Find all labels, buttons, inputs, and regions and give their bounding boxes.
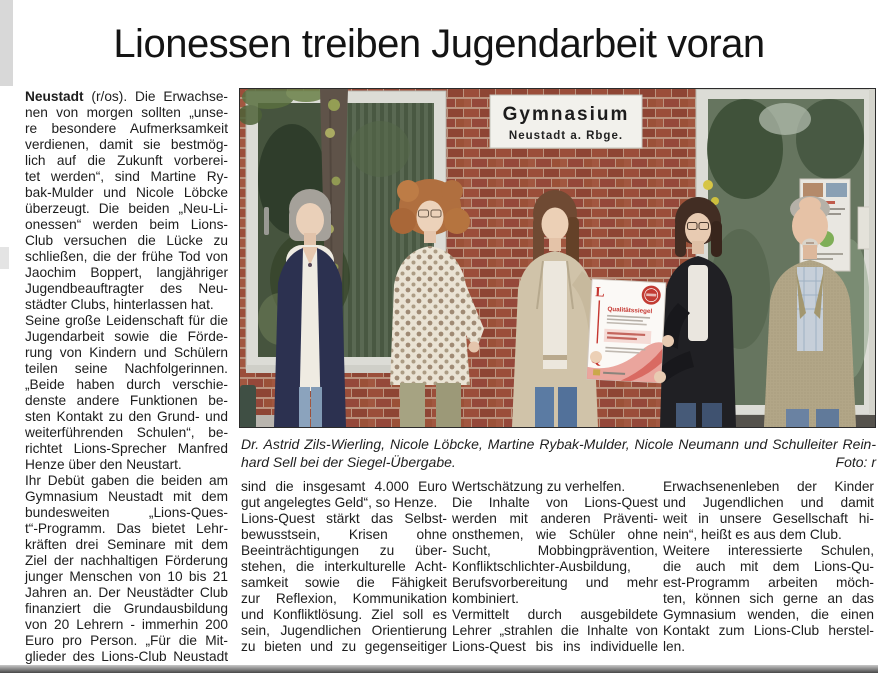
text-line: ten, können sich gerne an das bbox=[663, 591, 874, 606]
certificate-title: Qualitätssiegel bbox=[607, 305, 653, 316]
text-line: Vermittelt durch ausgebildete bbox=[452, 607, 658, 622]
text-line: est-Programm arbeiten möch- bbox=[663, 575, 874, 590]
article-column-1 bbox=[25, 89, 228, 665]
text-line: Ihr Debüt gaben die beiden am bbox=[25, 473, 228, 488]
certificate bbox=[587, 279, 666, 383]
text-line: werden mit anderen Präventi- bbox=[452, 511, 658, 526]
text-line: die auch mit dem Lions-Qu- bbox=[663, 559, 874, 574]
caption-line2: hard Sell bei der Siegel-Übergabe. bbox=[241, 454, 456, 470]
text-line: lich auf die Zukunft vorberei- bbox=[25, 153, 228, 168]
text-line: denste andere Funktionen be- bbox=[25, 393, 228, 408]
text-line: überzeugt. Die beiden „Neu-Li- bbox=[25, 201, 228, 216]
text-line: Seine große Leidenschaft für die bbox=[25, 313, 228, 328]
text-line: samkeit sowie die Fähigkeit bbox=[241, 575, 447, 590]
text-line: re besondere Aufmerksamkeit bbox=[25, 121, 228, 136]
text-line: Kontakt zum Lions-Club herstel- bbox=[663, 623, 874, 638]
text-line: Die Inhalte von Lions-Quest bbox=[452, 495, 658, 510]
scan-smudge-artifact bbox=[0, 247, 9, 269]
text-line: weiterführenden Schulen“, be- bbox=[25, 425, 228, 440]
photo-caption bbox=[241, 435, 876, 471]
text-line: von 20 Lehrern - immerhin 200 bbox=[25, 617, 228, 632]
text-line: glieder des Lions-Club Neustadt bbox=[25, 649, 228, 664]
article-column-3 bbox=[452, 479, 658, 655]
text-line: Gymnasium Neustadt mit dem bbox=[25, 489, 228, 504]
article-column-2 bbox=[241, 479, 447, 655]
green-post bbox=[240, 385, 256, 427]
text-line: len. bbox=[663, 639, 686, 654]
text-line: städter Clubs, hinterlassen hat. bbox=[25, 297, 214, 312]
school-sign bbox=[490, 95, 642, 148]
text-line: Konfliktschlichter-Ausbildung, bbox=[452, 559, 631, 574]
text-line: bundesweiten „Lions-Ques- bbox=[25, 505, 228, 520]
text-line: Gymnasium wenden, die einen bbox=[663, 607, 874, 622]
text-line: onsthemen, wie Schüler ohne bbox=[452, 527, 658, 542]
text-line: Club versuchen die Lücke zu bbox=[25, 233, 228, 248]
sign-line2: Neustadt a. Rbge. bbox=[508, 130, 624, 142]
text-line: zu bieten und zu gegenseitiger bbox=[241, 639, 447, 654]
text-line: und Jugendlichen und damit bbox=[663, 495, 874, 510]
text-line: zur Reflexion, Kommunikation bbox=[241, 591, 447, 606]
text-line: verdienen, damit sie bestmög- bbox=[25, 137, 228, 152]
text-line: tet werden“, sind Martine Ry- bbox=[25, 169, 228, 184]
headline: Lionessen treiben Jugendarbeit voran bbox=[113, 22, 765, 66]
hand-right-upper bbox=[662, 335, 674, 347]
text-line: Sucht, Mobbingprävention, bbox=[452, 543, 658, 558]
text-line: kräften drei Seminare mit dem bbox=[25, 537, 228, 552]
text-line: Neustadt (r/os). Die Erwachse- bbox=[25, 89, 228, 104]
text-line: Jaochim Boppert, langjähriger bbox=[25, 265, 228, 280]
text-line: finanziert die Grundausbildung bbox=[25, 601, 228, 616]
text-line: t“-Programm. Das bietet Lehr- bbox=[25, 521, 228, 536]
text-line: teilen seine Nachfolgerinnen. bbox=[25, 361, 228, 376]
text-line: Wertschätzung zu verhelfen. bbox=[452, 479, 626, 494]
hand-left bbox=[590, 351, 602, 363]
text-line: junger Menschen von 10 bis 21 bbox=[25, 569, 228, 584]
text-line: Jahren an. Der Neustädter Club bbox=[25, 585, 228, 600]
hand-right-lower bbox=[654, 371, 666, 383]
text-line: Euro pro Person. „Für die Mit- bbox=[25, 633, 228, 648]
text-line: Jugendarbeit sowie die Förde- bbox=[25, 329, 228, 344]
photo-credit: Foto: r bbox=[835, 454, 876, 470]
text-line: und Konfliktlösung. Ziel soll es bbox=[241, 607, 447, 622]
text-line: bak-Mulder und Nicole Löbcke bbox=[25, 185, 228, 200]
text-line: sein, Jugendlichen Orientierung bbox=[241, 623, 447, 638]
text-line: Weitere interessierte Schulen, bbox=[663, 543, 874, 558]
text-line: gut angelegtes Geld“, so Henze. bbox=[241, 495, 438, 510]
text-line: Ziel der nachhaltigen Förderung bbox=[25, 553, 228, 568]
text-line: weit in unsere Gesellschaft hi- bbox=[663, 511, 874, 526]
article-column-4 bbox=[663, 479, 874, 655]
scan-bottom-edge bbox=[0, 665, 878, 673]
text-line: Henze über den Neustart. bbox=[25, 457, 182, 472]
text-line: nein“, heißt es aus dem Club. bbox=[663, 527, 842, 542]
text-line: Lions-Quest stärkt das Selbst- bbox=[241, 511, 447, 526]
text-line: schließen, die der frühe Tod von bbox=[25, 249, 228, 264]
text-line: sten Kontakt zu den Grund- und bbox=[25, 409, 228, 424]
text-line: sind die insgesamt 4.000 Euro bbox=[241, 479, 447, 494]
text-line: bewusstsein, Krisen ohne bbox=[241, 527, 447, 542]
certificate-letter-l: L bbox=[594, 285, 606, 301]
text-line: Erwachsenenleben der Kinder bbox=[663, 479, 874, 494]
photo-illustration bbox=[240, 89, 875, 427]
text-line: stehen, die interkulturelle Acht- bbox=[241, 559, 447, 574]
text-line: Beeinträchtigungen zu über- bbox=[241, 543, 447, 558]
text-line: kombiniert. bbox=[452, 591, 519, 606]
text-line: Lions-Quest bis ins individuelle bbox=[452, 639, 658, 654]
text-line: rung von Kindern und Schülern bbox=[25, 345, 228, 360]
caption-line1: Dr. Astrid Zils-Wierling, Nicole Löbcke, Martine Rybak-Mulder, Nicole Neumann und Schulleiter Rein- bbox=[241, 436, 876, 452]
text-line: onessen“ werden beim Lions- bbox=[25, 217, 228, 232]
text-line: „Beide haben durch verschie- bbox=[25, 377, 228, 392]
sign-line1: Gymnasium bbox=[502, 104, 630, 125]
text-line: Jugendbeauftragter des Neu- bbox=[25, 281, 228, 296]
article-photo bbox=[239, 88, 876, 428]
text-line: Berufsvorbereitung und mehr bbox=[452, 575, 658, 590]
text-line: Lehrer „strahlen die Inhalte von bbox=[452, 623, 658, 638]
text-line: nen von morgen sollten „unse- bbox=[25, 105, 228, 120]
text-line: richtet Lions-Sprecher Manfred bbox=[25, 441, 228, 456]
